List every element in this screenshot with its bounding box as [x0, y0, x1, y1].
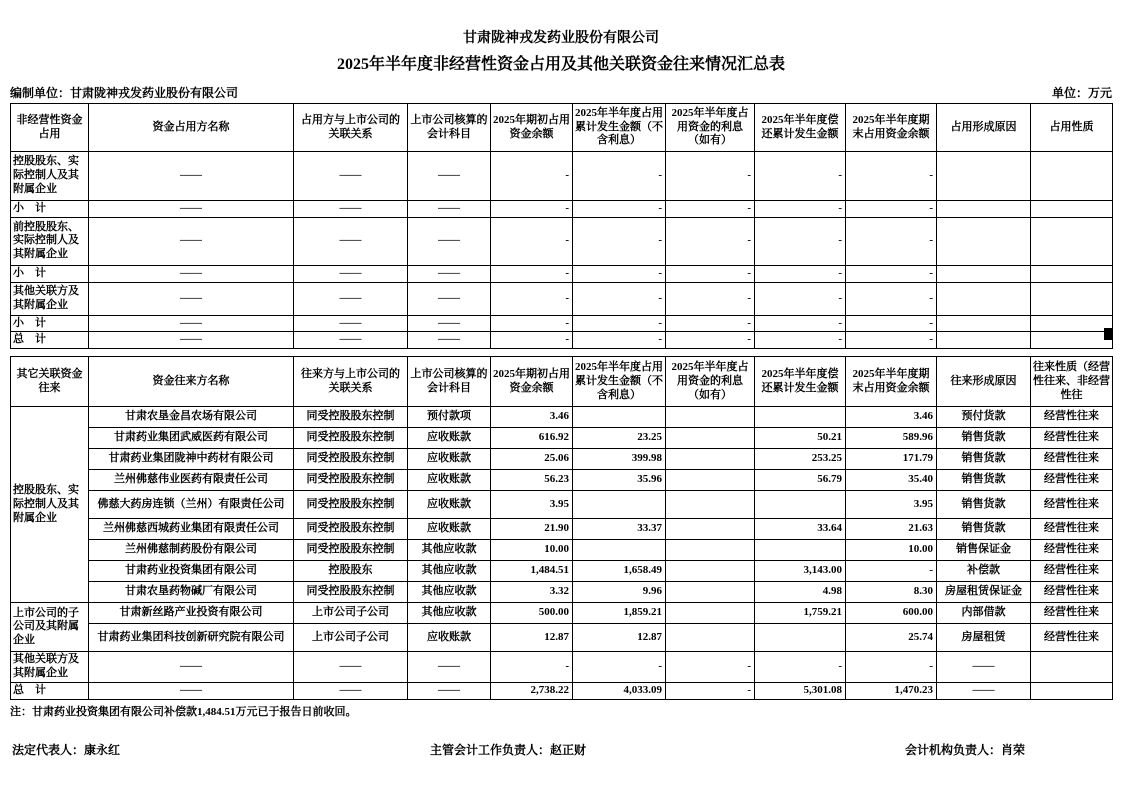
cell: —— [408, 265, 491, 282]
cell: 同受控股股东控制 [294, 449, 408, 470]
cell [666, 624, 755, 652]
unit-label: 单位：万元 [1051, 86, 1112, 100]
cell: —— [89, 201, 294, 218]
cell: 经营性往来 [1031, 624, 1113, 652]
header-cell: 资金往来方名称 [89, 357, 294, 407]
cell: 同受控股股东控制 [294, 540, 408, 561]
cell: 同受控股股东控制 [294, 428, 408, 449]
cell: —— [937, 652, 1031, 683]
cell: —— [408, 315, 491, 332]
cell: 其他应收款 [408, 582, 491, 603]
cell: 21.90 [491, 519, 573, 540]
cell: 兰州佛慈伟业医药有限责任公司 [89, 470, 294, 491]
cell: 35.40 [846, 470, 937, 491]
cell: 内部借款 [937, 603, 1031, 624]
cell: 销售货款 [937, 491, 1031, 519]
cell [666, 582, 755, 603]
cell [755, 540, 846, 561]
header-cell: 非经营性资金占用 [11, 104, 89, 152]
table-row [11, 265, 1113, 282]
cell: 25.74 [846, 624, 937, 652]
cell: - [755, 652, 846, 683]
cell [755, 624, 846, 652]
header-cell: 占用性质 [1031, 104, 1113, 152]
cell: 同受控股股东控制 [294, 491, 408, 519]
cell: 1,470.23 [846, 682, 937, 699]
cell: - [755, 152, 846, 201]
cell: 甘肃药业集团陇神中药材有限公司 [89, 449, 294, 470]
table-row [11, 407, 1113, 428]
prepared-by-label: 编制单位：甘肃陇神戎发药业股份有限公司 [10, 86, 239, 100]
related-funds-table [10, 356, 1113, 700]
cell: 12.87 [573, 624, 666, 652]
cell: —— [89, 315, 294, 332]
cell [937, 201, 1031, 218]
table-row [11, 561, 1113, 582]
meta-row [10, 86, 1112, 101]
cell: 23.25 [573, 428, 666, 449]
header-cell: 上市公司核算的会计科目 [408, 104, 491, 152]
header-cell: 往来性质（经营性往来、非经营性往 [1031, 357, 1113, 407]
cell: 销售货款 [937, 519, 1031, 540]
cell: - [491, 152, 573, 201]
table-row [11, 519, 1113, 540]
cell: 2,738.22 [491, 682, 573, 699]
report-title: 2025年半年度非经营性资金占用及其他关联资金往来情况汇总表 [336, 56, 785, 73]
cell: 应收账款 [408, 624, 491, 652]
cell: - [846, 561, 937, 582]
header-cell: 2025年半年度期末占用资金余额 [846, 357, 937, 407]
cell: —— [294, 682, 408, 699]
table-row [11, 603, 1113, 624]
cell: 同受控股股东控制 [294, 407, 408, 428]
header-cell: 2025年半年度占用累计发生金额（不含利息） [573, 357, 666, 407]
cell: —— [89, 217, 294, 265]
cell: - [846, 332, 937, 349]
cell: —— [294, 332, 408, 349]
cell: 经营性往来 [1031, 407, 1113, 428]
row-label: 其他关联方及其附属企业 [11, 282, 89, 315]
cell: 预付货款 [937, 407, 1031, 428]
cell: - [573, 315, 666, 332]
header-cell: 上市公司核算的会计科目 [408, 357, 491, 407]
cell: 4.98 [755, 582, 846, 603]
cell: 经营性往来 [1031, 449, 1113, 470]
cell: 5,301.08 [755, 682, 846, 699]
company-title: 甘肃陇神戎发药业股份有限公司 [463, 31, 659, 46]
cell: 经营性往来 [1031, 540, 1113, 561]
cell: —— [294, 201, 408, 218]
cell: 3.95 [846, 491, 937, 519]
cell: 3.32 [491, 582, 573, 603]
cell [1031, 315, 1113, 332]
table-row [11, 652, 1113, 683]
cell: 上市公司子公司 [294, 603, 408, 624]
cell: —— [294, 315, 408, 332]
cell: 上市公司子公司 [294, 624, 408, 652]
cell: —— [408, 201, 491, 218]
cell: - [846, 152, 937, 201]
cell: 同受控股股东控制 [294, 470, 408, 491]
row-label: 总 计 [11, 332, 89, 349]
cell: 616.92 [491, 428, 573, 449]
cell [937, 217, 1031, 265]
cell: 甘肃药业集团武威医药有限公司 [89, 428, 294, 449]
accounting-head-label: 会计机构负责人：肖荣 [905, 742, 1026, 757]
table-row [11, 470, 1113, 491]
cell [1031, 652, 1113, 683]
header-cell: 往来形成原因 [937, 357, 1031, 407]
table-row [11, 624, 1113, 652]
cell [666, 491, 755, 519]
cell: - [846, 201, 937, 218]
table-row [11, 315, 1113, 332]
header-cell: 2025年半年度占用资金的利息（如有） [666, 104, 755, 152]
cell: —— [408, 682, 491, 699]
cell [666, 519, 755, 540]
cell: —— [89, 332, 294, 349]
cell: 应收账款 [408, 428, 491, 449]
cell: 3.46 [491, 407, 573, 428]
cell [666, 603, 755, 624]
header-cell: 2025年半年度偿还累计发生金额 [755, 104, 846, 152]
cell: 经营性往来 [1031, 491, 1113, 519]
cell: —— [294, 652, 408, 683]
cell [1031, 201, 1113, 218]
cell: - [491, 315, 573, 332]
cell: —— [89, 652, 294, 683]
row-label: 总 计 [11, 682, 89, 699]
cell: 35.96 [573, 470, 666, 491]
cell: 8.30 [846, 582, 937, 603]
cell: - [846, 315, 937, 332]
cell: - [846, 652, 937, 683]
cell: - [666, 152, 755, 201]
cell: —— [408, 332, 491, 349]
header-cell: 2025年半年度占用累计发生金额（不含利息） [573, 104, 666, 152]
legal-representative-label: 法定代表人：康永红 [12, 742, 121, 757]
table-row [11, 201, 1113, 218]
cell: 经营性往来 [1031, 470, 1113, 491]
cell: 3.46 [846, 407, 937, 428]
cell: 1,658.49 [573, 561, 666, 582]
table-row [11, 449, 1113, 470]
table-row [11, 282, 1113, 315]
header-cell: 2025年半年度占用资金的利息（如有） [666, 357, 755, 407]
cell: - [491, 332, 573, 349]
header-cell: 往来方与上市公司的关联关系 [294, 357, 408, 407]
cell: - [755, 265, 846, 282]
cell: - [573, 652, 666, 683]
header-cell: 资金占用方名称 [89, 104, 294, 152]
cell: 同受控股股东控制 [294, 582, 408, 603]
cell: - [573, 152, 666, 201]
cell [937, 265, 1031, 282]
cell: 10.00 [491, 540, 573, 561]
header-cell: 2025年期初占用资金余额 [491, 104, 573, 152]
cell: - [491, 201, 573, 218]
cell [573, 540, 666, 561]
cell: 经营性往来 [1031, 603, 1113, 624]
cell: - [573, 265, 666, 282]
table-row [11, 491, 1113, 519]
cell: 经营性往来 [1031, 561, 1113, 582]
cell: —— [89, 152, 294, 201]
cell: 甘肃农垦金昌农场有限公司 [89, 407, 294, 428]
cell [1031, 217, 1113, 265]
cell: - [573, 201, 666, 218]
cell [755, 491, 846, 519]
cell [573, 491, 666, 519]
cell: - [666, 217, 755, 265]
cell: 56.23 [491, 470, 573, 491]
cell: - [666, 282, 755, 315]
cell [666, 407, 755, 428]
chief-accountant-label: 主管会计工作负责人：赵正财 [430, 742, 587, 757]
header-cell: 2025年期初占用资金余额 [491, 357, 573, 407]
cell: 甘肃药业集团科技创新研究院有限公司 [89, 624, 294, 652]
table-header-row [11, 357, 1113, 407]
cell: 补偿款 [937, 561, 1031, 582]
header-cell: 2025年半年度偿还累计发生金额 [755, 357, 846, 407]
cell: 销售货款 [937, 470, 1031, 491]
cell: 500.00 [491, 603, 573, 624]
cell: 399.98 [573, 449, 666, 470]
cell [1031, 282, 1113, 315]
cell: —— [294, 282, 408, 315]
cell: - [573, 332, 666, 349]
cell: - [755, 217, 846, 265]
cell: 应收账款 [408, 519, 491, 540]
cell: 33.37 [573, 519, 666, 540]
cell [937, 152, 1031, 201]
cell: 经营性往来 [1031, 582, 1113, 603]
cell: - [755, 332, 846, 349]
cell: - [666, 332, 755, 349]
cell: 600.00 [846, 603, 937, 624]
cell [937, 282, 1031, 315]
cell: - [755, 282, 846, 315]
table-total-row [11, 682, 1113, 699]
row-label: 控股股东、实际控制人及其附属企业 [11, 152, 89, 201]
cell: —— [408, 217, 491, 265]
cell: 1,859.21 [573, 603, 666, 624]
cell: - [491, 652, 573, 683]
cell: - [666, 682, 755, 699]
table-row [11, 540, 1113, 561]
cell: - [666, 315, 755, 332]
cell: 甘肃新丝路产业投资有限公司 [89, 603, 294, 624]
cell [1031, 265, 1113, 282]
cell: 佛慈大药房连锁（兰州）有限责任公司 [89, 491, 294, 519]
cell: 同受控股股东控制 [294, 519, 408, 540]
cell: 甘肃药业投资集团有限公司 [89, 561, 294, 582]
cell: - [666, 652, 755, 683]
cell: 应收账款 [408, 470, 491, 491]
cell: 预付款项 [408, 407, 491, 428]
signatures-row [10, 741, 1112, 757]
cell: 253.25 [755, 449, 846, 470]
row-label: 小 计 [11, 201, 89, 218]
cell: 房屋租赁保证金 [937, 582, 1031, 603]
cell [755, 407, 846, 428]
cell: 应收账款 [408, 491, 491, 519]
cell: 56.79 [755, 470, 846, 491]
header-cell: 其它关联资金往来 [11, 357, 89, 407]
table-total-row [11, 332, 1113, 349]
cell: 21.63 [846, 519, 937, 540]
cell: —— [89, 682, 294, 699]
cell: 33.64 [755, 519, 846, 540]
cell: - [846, 282, 937, 315]
cell [666, 561, 755, 582]
cell: 10.00 [846, 540, 937, 561]
cell: - [491, 217, 573, 265]
cell: 25.06 [491, 449, 573, 470]
cell: —— [294, 152, 408, 201]
cell: —— [89, 282, 294, 315]
cell: —— [294, 265, 408, 282]
cell [937, 332, 1031, 349]
cell: 3.95 [491, 491, 573, 519]
footnote: 注：甘肃药业投资集团有限公司补偿款1,484.51万元已于报告日前收回。 [10, 705, 357, 718]
cell: - [573, 282, 666, 315]
table-row [11, 152, 1113, 201]
header-cell: 占用方与上市公司的关联关系 [294, 104, 408, 152]
cell: —— [408, 652, 491, 683]
cell [1031, 152, 1113, 201]
cell [1031, 332, 1113, 349]
cell: 兰州佛慈制药股份有限公司 [89, 540, 294, 561]
cell: 销售货款 [937, 428, 1031, 449]
cell: 其他应收款 [408, 603, 491, 624]
table-header-row [11, 104, 1113, 152]
cell: 经营性往来 [1031, 428, 1113, 449]
cell: 589.96 [846, 428, 937, 449]
cell: - [491, 282, 573, 315]
cell: - [755, 201, 846, 218]
non-operating-funds-table [10, 103, 1113, 349]
table-row [11, 582, 1113, 603]
cell: - [846, 265, 937, 282]
cell: 1,484.51 [491, 561, 573, 582]
cell: 甘肃农垦药物碱厂有限公司 [89, 582, 294, 603]
cell: —— [937, 682, 1031, 699]
row-label: 前控股股东、实际控制人及其附属企业 [11, 217, 89, 265]
group-label-cell: 控股股东、实际控制人及其附属企业 [11, 407, 89, 603]
cell: 控股股东 [294, 561, 408, 582]
cell: —— [294, 217, 408, 265]
cell: - [573, 217, 666, 265]
cell: —— [408, 152, 491, 201]
cell: 应收账款 [408, 449, 491, 470]
cell: - [666, 201, 755, 218]
cell: - [491, 265, 573, 282]
cell: 3,143.00 [755, 561, 846, 582]
cell: 房屋租赁 [937, 624, 1031, 652]
cell: —— [89, 265, 294, 282]
cell: 销售保证金 [937, 540, 1031, 561]
cell [666, 428, 755, 449]
group-label-cell: 其他关联方及其附属企业 [11, 652, 89, 683]
cell: 1,759.21 [755, 603, 846, 624]
header-cell: 占用形成原因 [937, 104, 1031, 152]
cell: 经营性往来 [1031, 519, 1113, 540]
cell [666, 449, 755, 470]
cell: 兰州佛慈西城药业集团有限责任公司 [89, 519, 294, 540]
cell: 其他应收款 [408, 540, 491, 561]
cell: —— [408, 282, 491, 315]
cell [937, 315, 1031, 332]
row-label: 小 计 [11, 315, 89, 332]
cell [1031, 682, 1113, 699]
group-label-cell: 上市公司的子公司及其附属企业 [11, 603, 89, 652]
row-label: 小 计 [11, 265, 89, 282]
table-row [11, 217, 1113, 265]
cell: - [755, 315, 846, 332]
cell: - [846, 217, 937, 265]
cell [666, 540, 755, 561]
header-cell: 2025年半年度期末占用资金余额 [846, 104, 937, 152]
cell: 12.87 [491, 624, 573, 652]
edge-artifact-mark [1104, 328, 1112, 340]
table-row [11, 428, 1113, 449]
cell: 50.21 [755, 428, 846, 449]
cell: 销售货款 [937, 449, 1031, 470]
cell: - [666, 265, 755, 282]
cell: 其他应收款 [408, 561, 491, 582]
cell [573, 407, 666, 428]
cell: 171.79 [846, 449, 937, 470]
cell: 9.96 [573, 582, 666, 603]
cell [666, 470, 755, 491]
cell: 4,033.09 [573, 682, 666, 699]
